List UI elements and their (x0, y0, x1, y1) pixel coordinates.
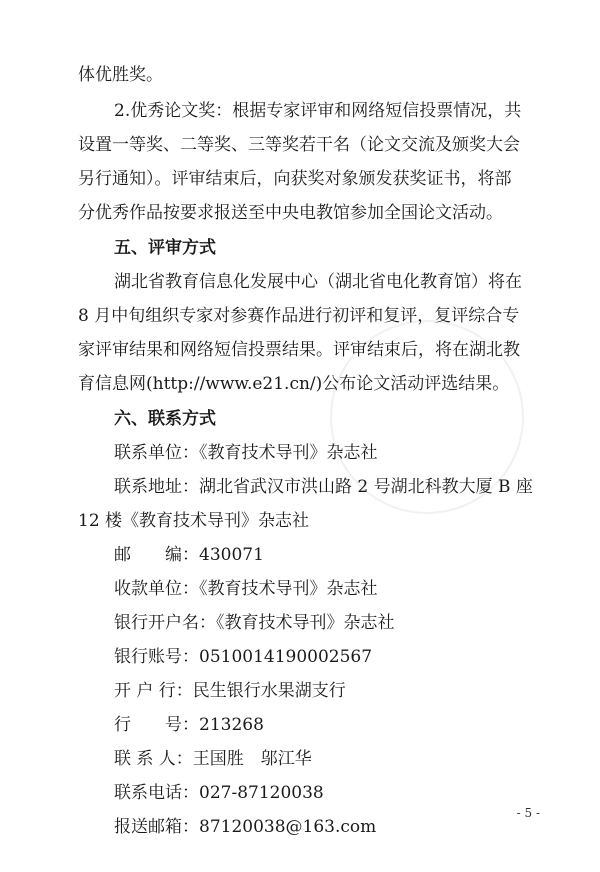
paragraph-line: 设置一等奖、二等奖、三等奖若干名（论文交流及颁奖大会 (78, 135, 520, 155)
contact-payee: 收款单位：《教育技术导刊》杂志社 (114, 579, 378, 599)
paragraph-line: 体优胜奖。 (78, 65, 163, 85)
contact-person: 联 系 人：王国胜 邬江华 (114, 749, 312, 769)
contact-account-name: 银行开户名：《教育技术导刊》杂志社 (114, 613, 395, 633)
paragraph-line: 湖北省教育信息化发展中心（湖北省电化教育馆）将在 (114, 272, 522, 292)
contact-unit: 联系单位：《教育技术导刊》杂志社 (114, 443, 378, 463)
paragraph-line: 2.优秀论文奖：根据专家评审和网络短信投票情况，共 (114, 101, 522, 121)
contact-postcode: 邮 编：430071 (114, 545, 264, 565)
contact-phone: 联系电话：027-87120038 (114, 783, 324, 803)
paragraph-line: 8 月中旬组织专家对参赛作品进行初评和复评，复评综合专 (78, 306, 520, 326)
paragraph-line: 分优秀作品按要求报送至中央电教馆参加全国论文活动。 (78, 203, 503, 223)
section-heading-contact: 六、联系方式 (114, 409, 216, 429)
contact-email: 报送邮箱：87120038@163.com (114, 817, 377, 837)
paragraph-line: 另行通知）。评审结束后，向获奖对象颁发获奖证书，将部 (78, 169, 512, 189)
contact-bank: 开 户 行：民生银行水果湖支行 (114, 681, 346, 701)
paragraph-line: 家评审结果和网络短信投票结果。评审结束后，将在湖北教 (78, 340, 520, 360)
contact-address-cont: 12 楼《教育技术导刊》杂志社 (78, 511, 310, 531)
contact-bank-code: 行 号：213268 (114, 715, 264, 735)
contact-address: 联系地址：湖北省武汉市洪山路 2 号湖北科教大厦 B 座 (114, 477, 533, 497)
page-number: - 5 - (516, 806, 540, 820)
paragraph-line: 育信息网(http://www.e21.cn/)公布论文活动评选结果。 (78, 374, 510, 394)
section-heading-review: 五、评审方式 (114, 238, 216, 258)
contact-account-number: 银行账号：0510014190002567 (114, 647, 373, 667)
